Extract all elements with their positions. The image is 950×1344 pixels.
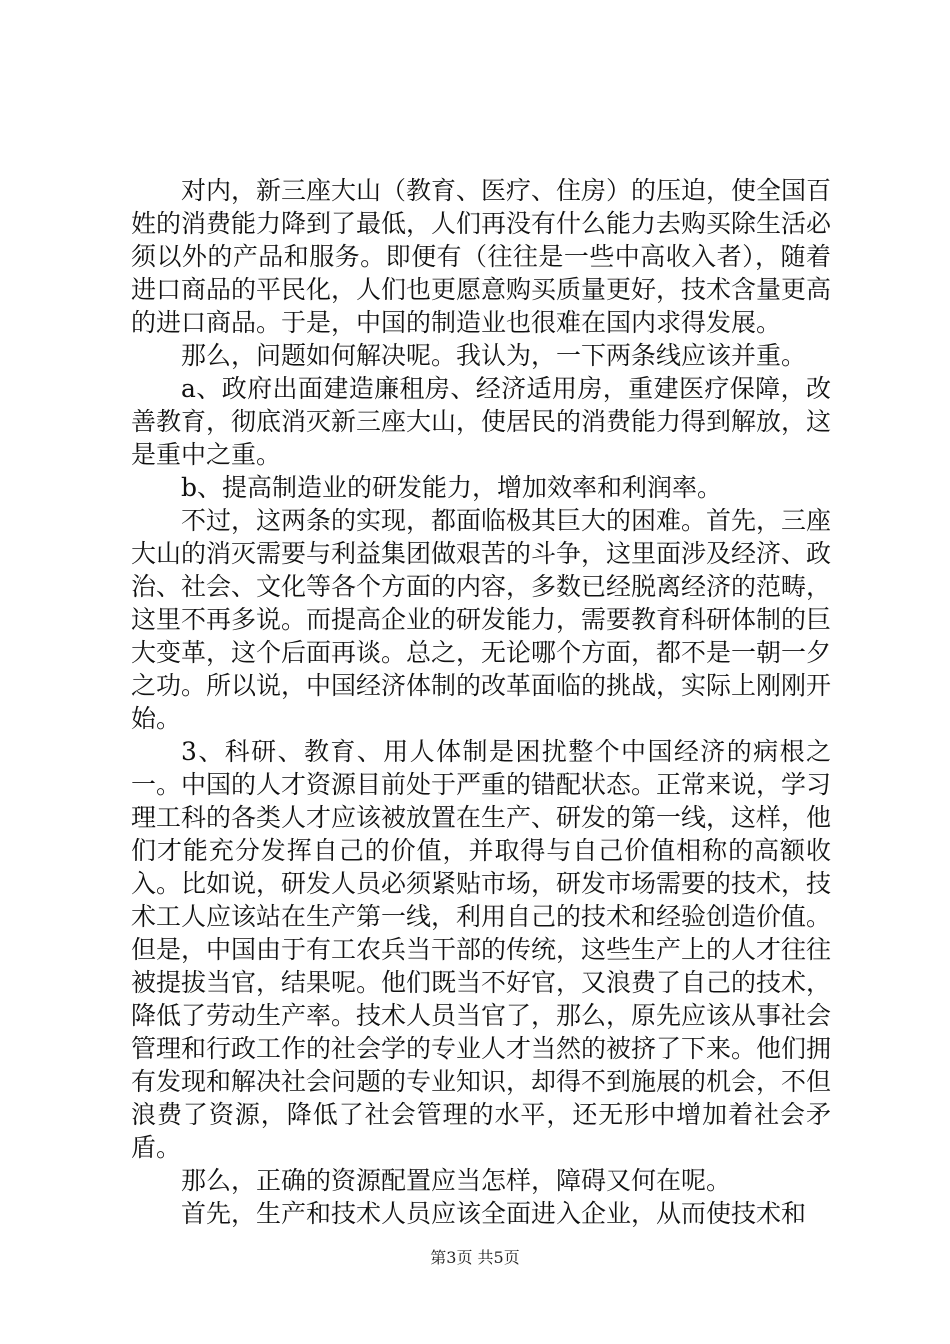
paragraph-2: 那么，问题如何解决呢。我认为，一下两条线应该并重。 bbox=[181, 341, 807, 370]
page-number-label: 第3页 共5页 bbox=[430, 1248, 520, 1267]
paragraph-7: 那么，正确的资源配置应当怎样，障碍又何在呢。 bbox=[181, 1166, 732, 1195]
paragraph-8: 首先，生产和技术人员应该全面进入企业，从而使技术和 bbox=[181, 1199, 807, 1228]
paragraph-4: b、提高制造业的研发能力，增加效率和利润率。 bbox=[181, 473, 723, 502]
page-footer bbox=[0, 1245, 950, 1268]
paragraph-1: 对内，新三座大山（教育、医疗、住房）的压迫，使全国百姓的消费能力降到了最低，人们再没有什么能力去购买除生活必须以外的产品和服务。即便有（往往是一些中高收入者），随着进口商品的平民化，人们也更愿意购买质量更好，技术含量更高的进口商品。于是，中国的制造业也很难在国内求得发展。 bbox=[131, 176, 832, 337]
document-body bbox=[131, 174, 831, 1230]
paragraph-3: a、政府出面建造廉租房、经济适用房，重建医疗保障，改善教育，彻底消灭新三座大山，使居民的消费能力得到解放，这是重中之重。 bbox=[131, 374, 832, 469]
paragraph-6: 3、科研、教育、用人体制是困扰整个中国经济的病根之一。中国的人才资源目前处于严重的错配状态。正常来说，学习理工科的各类人才应该被放置在生产、研发的第一线，这样，他们才能充分发挥自己的价值，并取得与自己价值相称的高额收入。比如说，研发人员必须紧贴市场，研发市场需要的技术，技术工人应该站在生产第一线，利用自己的技术和经验创造价值。但是，中国由于有工农兵当干部的传统，这些生产上的人才往往被提拔当官，结果呢。他们既当不好官，又浪费了自己的技术，降低了劳动生产率。技术人员当官了，那么，原先应该从事社会管理和行政工作的社会学的专业人才当然的被挤了下来。他们拥有发现和解决社会问题的专业知识，却得不到施展的机会，不但浪费了资源，降低了社会管理的水平，还无形中增加着社会矛盾。 bbox=[131, 737, 832, 1162]
paragraph-5: 不过，这两条的实现，都面临极其巨大的困难。首先，三座大山的消灭需要与利益集团做艰苦的斗争，这里面涉及经济、政治、社会、文化等各个方面的内容，多数已经脱离经济的范畴，这里不再多说。而提高企业的研发能力，需要教育科研体制的巨大变革，这个后面再谈。总之，无论哪个方面，都不是一朝一夕之功。所以说，中国经济体制的改革面临的挑战，实际上刚刚开始。 bbox=[131, 506, 832, 733]
